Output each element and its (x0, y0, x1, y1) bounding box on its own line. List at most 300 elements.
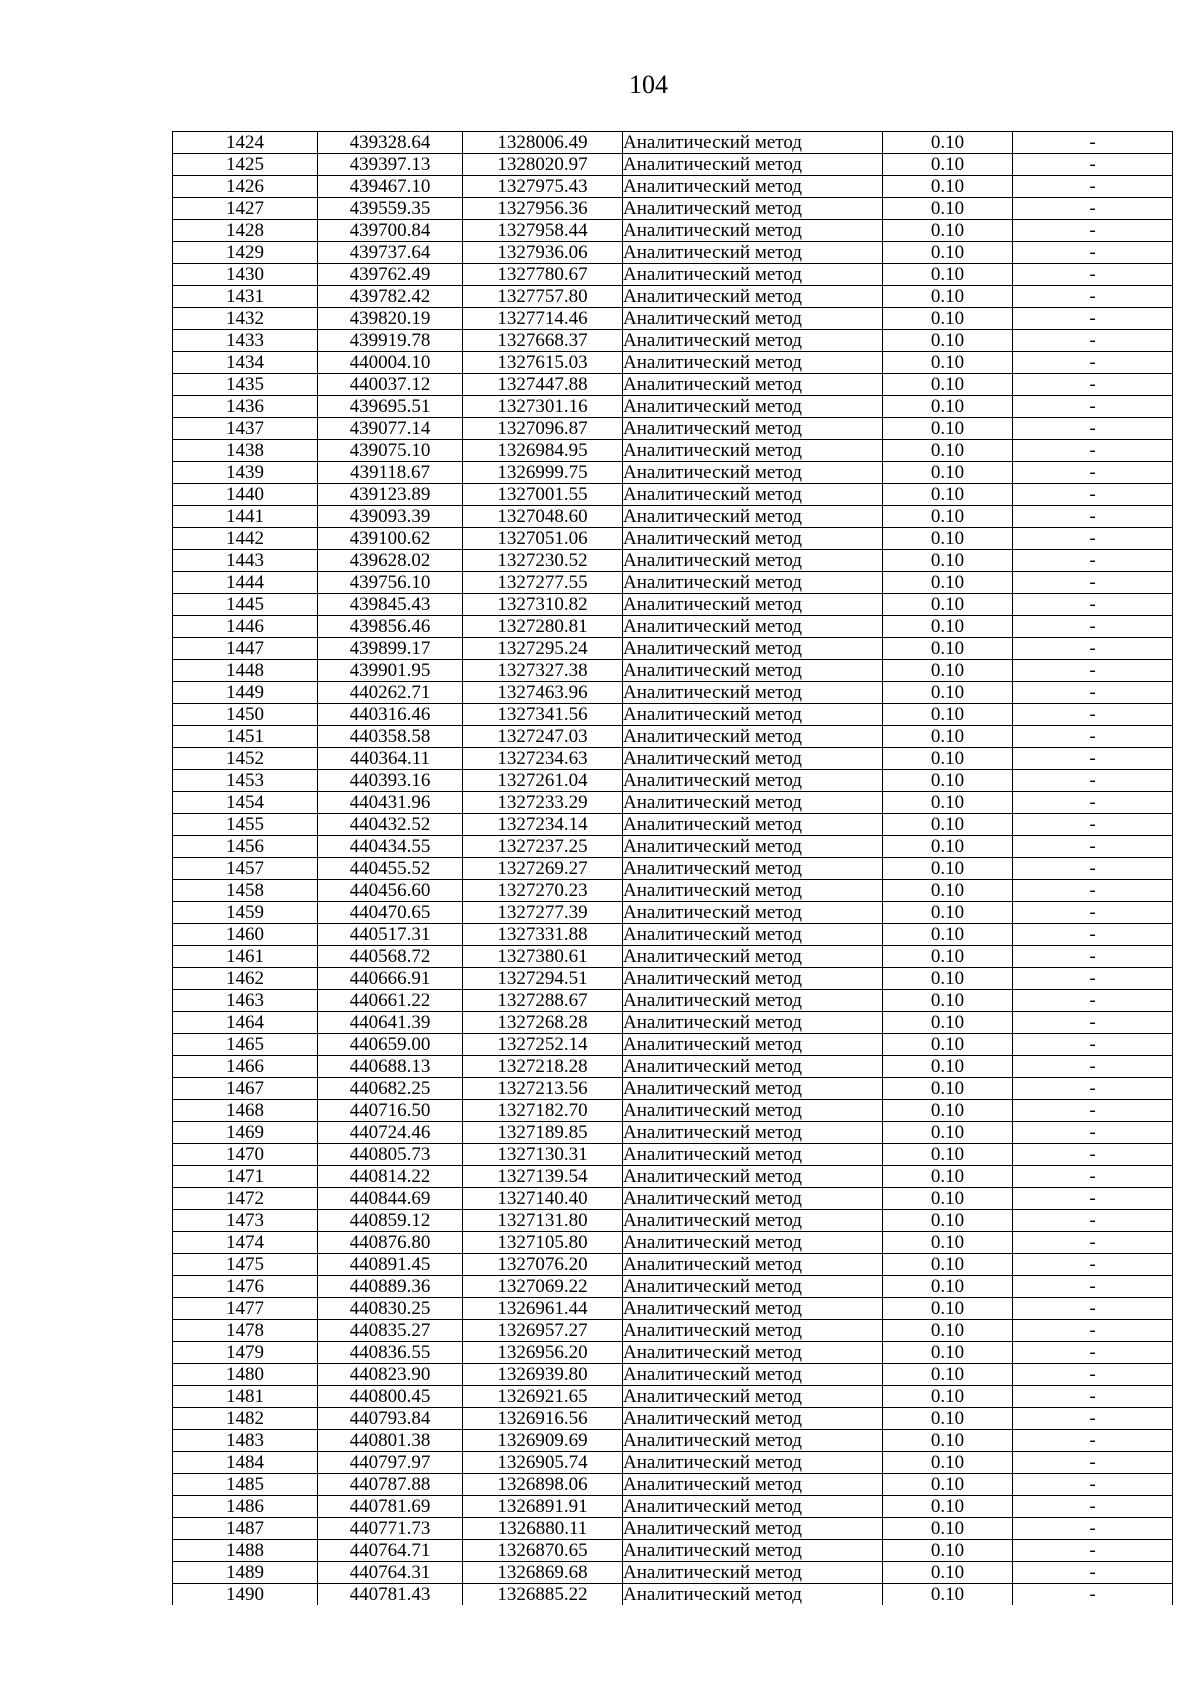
point-number-cell: 1428 (173, 220, 318, 242)
accuracy-cell: 0.10 (883, 1232, 1013, 1254)
note-cell: - (1013, 1254, 1173, 1276)
accuracy-cell: 0.10 (883, 1408, 1013, 1430)
method-cell: Аналитический метод (623, 1584, 883, 1606)
note-cell: - (1013, 1078, 1173, 1100)
method-cell: Аналитический метод (623, 1078, 883, 1100)
accuracy-cell: 0.10 (883, 418, 1013, 440)
note-cell: - (1013, 1144, 1173, 1166)
point-number-cell: 1449 (173, 682, 318, 704)
note-cell: - (1013, 528, 1173, 550)
note-cell: - (1013, 726, 1173, 748)
y-coordinate-cell: 1327051.06 (463, 528, 623, 550)
y-coordinate-cell: 1327069.22 (463, 1276, 623, 1298)
method-cell: Аналитический метод (623, 880, 883, 902)
accuracy-cell: 0.10 (883, 264, 1013, 286)
method-cell: Аналитический метод (623, 792, 883, 814)
x-coordinate-cell: 439762.49 (318, 264, 463, 286)
note-cell: - (1013, 1188, 1173, 1210)
note-cell: - (1013, 594, 1173, 616)
y-coordinate-cell: 1327269.27 (463, 858, 623, 880)
accuracy-cell: 0.10 (883, 308, 1013, 330)
accuracy-cell: 0.10 (883, 770, 1013, 792)
accuracy-cell: 0.10 (883, 572, 1013, 594)
note-cell: - (1013, 418, 1173, 440)
accuracy-cell: 0.10 (883, 836, 1013, 858)
accuracy-cell: 0.10 (883, 1012, 1013, 1034)
method-cell: Аналитический метод (623, 1386, 883, 1408)
note-cell: - (1013, 484, 1173, 506)
y-coordinate-cell: 1327294.51 (463, 968, 623, 990)
method-cell: Аналитический метод (623, 770, 883, 792)
accuracy-cell: 0.10 (883, 154, 1013, 176)
table-row (173, 264, 1173, 286)
table-row (173, 1518, 1173, 1540)
x-coordinate-cell: 440004.10 (318, 352, 463, 374)
point-number-cell: 1463 (173, 990, 318, 1012)
point-number-cell: 1437 (173, 418, 318, 440)
method-cell: Аналитический метод (623, 1562, 883, 1584)
table-row (173, 1496, 1173, 1518)
x-coordinate-cell: 439899.17 (318, 638, 463, 660)
accuracy-cell: 0.10 (883, 484, 1013, 506)
x-coordinate-cell: 440641.39 (318, 1012, 463, 1034)
note-cell: - (1013, 308, 1173, 330)
method-cell: Аналитический метод (623, 550, 883, 572)
x-coordinate-cell: 440800.45 (318, 1386, 463, 1408)
y-coordinate-cell: 1327189.85 (463, 1122, 623, 1144)
x-coordinate-cell: 440364.11 (318, 748, 463, 770)
point-number-cell: 1475 (173, 1254, 318, 1276)
x-coordinate-cell: 440823.90 (318, 1364, 463, 1386)
note-cell: - (1013, 1408, 1173, 1430)
note-cell: - (1013, 814, 1173, 836)
method-cell: Аналитический метод (623, 242, 883, 264)
table-row (173, 1584, 1173, 1606)
note-cell: - (1013, 1496, 1173, 1518)
point-number-cell: 1450 (173, 704, 318, 726)
x-coordinate-cell: 440316.46 (318, 704, 463, 726)
note-cell: - (1013, 1320, 1173, 1342)
method-cell: Аналитический метод (623, 1364, 883, 1386)
note-cell: - (1013, 924, 1173, 946)
y-coordinate-cell: 1327048.60 (463, 506, 623, 528)
note-cell: - (1013, 704, 1173, 726)
point-number-cell: 1425 (173, 154, 318, 176)
y-coordinate-cell: 1327237.25 (463, 836, 623, 858)
point-number-cell: 1435 (173, 374, 318, 396)
table-row (173, 682, 1173, 704)
note-cell: - (1013, 330, 1173, 352)
x-coordinate-cell: 439075.10 (318, 440, 463, 462)
y-coordinate-cell: 1327301.16 (463, 396, 623, 418)
table-row (173, 132, 1173, 154)
method-cell: Аналитический метод (623, 1320, 883, 1342)
y-coordinate-cell: 1327140.40 (463, 1188, 623, 1210)
point-number-cell: 1488 (173, 1540, 318, 1562)
point-number-cell: 1485 (173, 1474, 318, 1496)
note-cell: - (1013, 1430, 1173, 1452)
point-number-cell: 1481 (173, 1386, 318, 1408)
table-row (173, 1320, 1173, 1342)
method-cell: Аналитический метод (623, 176, 883, 198)
table-row (173, 1386, 1173, 1408)
table-row (173, 374, 1173, 396)
point-number-cell: 1426 (173, 176, 318, 198)
accuracy-cell: 0.10 (883, 132, 1013, 154)
x-coordinate-cell: 439695.51 (318, 396, 463, 418)
y-coordinate-cell: 1327261.04 (463, 770, 623, 792)
point-number-cell: 1440 (173, 484, 318, 506)
point-number-cell: 1480 (173, 1364, 318, 1386)
method-cell: Аналитический метод (623, 154, 883, 176)
x-coordinate-cell: 440836.55 (318, 1342, 463, 1364)
y-coordinate-cell: 1327268.28 (463, 1012, 623, 1034)
table-row (173, 880, 1173, 902)
y-coordinate-cell: 1327714.46 (463, 308, 623, 330)
point-number-cell: 1452 (173, 748, 318, 770)
table-row (173, 462, 1173, 484)
note-cell: - (1013, 902, 1173, 924)
note-cell: - (1013, 660, 1173, 682)
table-row (173, 550, 1173, 572)
accuracy-cell: 0.10 (883, 330, 1013, 352)
note-cell: - (1013, 638, 1173, 660)
method-cell: Аналитический метод (623, 572, 883, 594)
x-coordinate-cell: 439700.84 (318, 220, 463, 242)
y-coordinate-cell: 1327310.82 (463, 594, 623, 616)
accuracy-cell: 0.10 (883, 1188, 1013, 1210)
method-cell: Аналитический метод (623, 660, 883, 682)
point-number-cell: 1451 (173, 726, 318, 748)
note-cell: - (1013, 968, 1173, 990)
table-row (173, 902, 1173, 924)
point-number-cell: 1459 (173, 902, 318, 924)
table-row (173, 1166, 1173, 1188)
accuracy-cell: 0.10 (883, 1144, 1013, 1166)
point-number-cell: 1454 (173, 792, 318, 814)
note-cell: - (1013, 616, 1173, 638)
y-coordinate-cell: 1327780.67 (463, 264, 623, 286)
table-row (173, 1408, 1173, 1430)
note-cell: - (1013, 1518, 1173, 1540)
accuracy-cell: 0.10 (883, 1122, 1013, 1144)
note-cell: - (1013, 154, 1173, 176)
table-row (173, 286, 1173, 308)
x-coordinate-cell: 440781.69 (318, 1496, 463, 1518)
x-coordinate-cell: 440814.22 (318, 1166, 463, 1188)
point-number-cell: 1474 (173, 1232, 318, 1254)
accuracy-cell: 0.10 (883, 220, 1013, 242)
note-cell: - (1013, 1452, 1173, 1474)
x-coordinate-cell: 440358.58 (318, 726, 463, 748)
point-number-cell: 1448 (173, 660, 318, 682)
x-coordinate-cell: 440891.45 (318, 1254, 463, 1276)
point-number-cell: 1445 (173, 594, 318, 616)
method-cell: Аналитический метод (623, 528, 883, 550)
method-cell: Аналитический метод (623, 308, 883, 330)
method-cell: Аналитический метод (623, 132, 883, 154)
table-row (173, 1452, 1173, 1474)
table-row (173, 990, 1173, 1012)
y-coordinate-cell: 1327131.80 (463, 1210, 623, 1232)
note-cell: - (1013, 1386, 1173, 1408)
accuracy-cell: 0.10 (883, 1496, 1013, 1518)
table-row (173, 792, 1173, 814)
x-coordinate-cell: 439756.10 (318, 572, 463, 594)
method-cell: Аналитический метод (623, 330, 883, 352)
x-coordinate-cell: 440393.16 (318, 770, 463, 792)
note-cell: - (1013, 242, 1173, 264)
method-cell: Аналитический метод (623, 506, 883, 528)
accuracy-cell: 0.10 (883, 704, 1013, 726)
point-number-cell: 1468 (173, 1100, 318, 1122)
x-coordinate-cell: 439845.43 (318, 594, 463, 616)
y-coordinate-cell: 1328006.49 (463, 132, 623, 154)
table-row (173, 836, 1173, 858)
point-number-cell: 1479 (173, 1342, 318, 1364)
accuracy-cell: 0.10 (883, 374, 1013, 396)
y-coordinate-cell: 1326957.27 (463, 1320, 623, 1342)
accuracy-cell: 0.10 (883, 1474, 1013, 1496)
method-cell: Аналитический метод (623, 1056, 883, 1078)
method-cell: Аналитический метод (623, 836, 883, 858)
x-coordinate-cell: 439901.95 (318, 660, 463, 682)
y-coordinate-cell: 1327270.23 (463, 880, 623, 902)
point-number-cell: 1443 (173, 550, 318, 572)
y-coordinate-cell: 1327277.39 (463, 902, 623, 924)
accuracy-cell: 0.10 (883, 1166, 1013, 1188)
x-coordinate-cell: 440568.72 (318, 946, 463, 968)
note-cell: - (1013, 396, 1173, 418)
method-cell: Аналитический метод (623, 1518, 883, 1540)
method-cell: Аналитический метод (623, 352, 883, 374)
accuracy-cell: 0.10 (883, 660, 1013, 682)
accuracy-cell: 0.10 (883, 352, 1013, 374)
y-coordinate-cell: 1327280.81 (463, 616, 623, 638)
point-number-cell: 1460 (173, 924, 318, 946)
x-coordinate-cell: 440666.91 (318, 968, 463, 990)
note-cell: - (1013, 264, 1173, 286)
y-coordinate-cell: 1327331.88 (463, 924, 623, 946)
accuracy-cell: 0.10 (883, 990, 1013, 1012)
y-coordinate-cell: 1327096.87 (463, 418, 623, 440)
accuracy-cell: 0.10 (883, 594, 1013, 616)
x-coordinate-cell: 440716.50 (318, 1100, 463, 1122)
accuracy-cell: 0.10 (883, 968, 1013, 990)
y-coordinate-cell: 1326870.65 (463, 1540, 623, 1562)
point-number-cell: 1458 (173, 880, 318, 902)
method-cell: Аналитический метод (623, 1298, 883, 1320)
method-cell: Аналитический метод (623, 220, 883, 242)
y-coordinate-cell: 1327463.96 (463, 682, 623, 704)
accuracy-cell: 0.10 (883, 396, 1013, 418)
table-row (173, 1298, 1173, 1320)
x-coordinate-cell: 439559.35 (318, 198, 463, 220)
table-row (173, 814, 1173, 836)
point-number-cell: 1461 (173, 946, 318, 968)
accuracy-cell: 0.10 (883, 1342, 1013, 1364)
y-coordinate-cell: 1327213.56 (463, 1078, 623, 1100)
point-number-cell: 1439 (173, 462, 318, 484)
accuracy-cell: 0.10 (883, 1034, 1013, 1056)
method-cell: Аналитический метод (623, 902, 883, 924)
x-coordinate-cell: 440456.60 (318, 880, 463, 902)
method-cell: Аналитический метод (623, 1496, 883, 1518)
table-row (173, 1232, 1173, 1254)
accuracy-cell: 0.10 (883, 1254, 1013, 1276)
y-coordinate-cell: 1326898.06 (463, 1474, 623, 1496)
point-number-cell: 1447 (173, 638, 318, 660)
method-cell: Аналитический метод (623, 1430, 883, 1452)
method-cell: Аналитический метод (623, 1012, 883, 1034)
note-cell: - (1013, 1342, 1173, 1364)
accuracy-cell: 0.10 (883, 682, 1013, 704)
accuracy-cell: 0.10 (883, 1452, 1013, 1474)
accuracy-cell: 0.10 (883, 814, 1013, 836)
table-row (173, 352, 1173, 374)
y-coordinate-cell: 1326921.65 (463, 1386, 623, 1408)
point-number-cell: 1455 (173, 814, 318, 836)
y-coordinate-cell: 1326905.74 (463, 1452, 623, 1474)
note-cell: - (1013, 1056, 1173, 1078)
point-number-cell: 1466 (173, 1056, 318, 1078)
coordinates-table (172, 131, 1173, 1605)
method-cell: Аналитический метод (623, 638, 883, 660)
x-coordinate-cell: 440682.25 (318, 1078, 463, 1100)
table-row (173, 1342, 1173, 1364)
note-cell: - (1013, 506, 1173, 528)
x-coordinate-cell: 440787.88 (318, 1474, 463, 1496)
note-cell: - (1013, 880, 1173, 902)
method-cell: Аналитический метод (623, 396, 883, 418)
point-number-cell: 1434 (173, 352, 318, 374)
method-cell: Аналитический метод (623, 990, 883, 1012)
method-cell: Аналитический метод (623, 748, 883, 770)
x-coordinate-cell: 439467.10 (318, 176, 463, 198)
method-cell: Аналитический метод (623, 1122, 883, 1144)
method-cell: Аналитический метод (623, 1166, 883, 1188)
note-cell: - (1013, 1364, 1173, 1386)
accuracy-cell: 0.10 (883, 726, 1013, 748)
method-cell: Аналитический метод (623, 968, 883, 990)
point-number-cell: 1486 (173, 1496, 318, 1518)
point-number-cell: 1477 (173, 1298, 318, 1320)
y-coordinate-cell: 1327668.37 (463, 330, 623, 352)
table-row (173, 968, 1173, 990)
method-cell: Аналитический метод (623, 1408, 883, 1430)
method-cell: Аналитический метод (623, 1034, 883, 1056)
method-cell: Аналитический метод (623, 924, 883, 946)
accuracy-cell: 0.10 (883, 1386, 1013, 1408)
y-coordinate-cell: 1326956.20 (463, 1342, 623, 1364)
accuracy-cell: 0.10 (883, 1584, 1013, 1606)
method-cell: Аналитический метод (623, 1254, 883, 1276)
accuracy-cell: 0.10 (883, 1430, 1013, 1452)
y-coordinate-cell: 1326961.44 (463, 1298, 623, 1320)
note-cell: - (1013, 946, 1173, 968)
method-cell: Аналитический метод (623, 1540, 883, 1562)
table-row (173, 528, 1173, 550)
note-cell: - (1013, 1584, 1173, 1606)
accuracy-cell: 0.10 (883, 550, 1013, 572)
method-cell: Аналитический метод (623, 682, 883, 704)
method-cell: Аналитический метод (623, 374, 883, 396)
accuracy-cell: 0.10 (883, 176, 1013, 198)
point-number-cell: 1436 (173, 396, 318, 418)
table-row (173, 242, 1173, 264)
point-number-cell: 1490 (173, 1584, 318, 1606)
note-cell: - (1013, 1012, 1173, 1034)
point-number-cell: 1483 (173, 1430, 318, 1452)
note-cell: - (1013, 990, 1173, 1012)
x-coordinate-cell: 440859.12 (318, 1210, 463, 1232)
accuracy-cell: 0.10 (883, 528, 1013, 550)
x-coordinate-cell: 440688.13 (318, 1056, 463, 1078)
method-cell: Аналитический метод (623, 1474, 883, 1496)
y-coordinate-cell: 1327252.14 (463, 1034, 623, 1056)
accuracy-cell: 0.10 (883, 1364, 1013, 1386)
x-coordinate-cell: 440659.00 (318, 1034, 463, 1056)
x-coordinate-cell: 440805.73 (318, 1144, 463, 1166)
point-number-cell: 1444 (173, 572, 318, 594)
y-coordinate-cell: 1327757.80 (463, 286, 623, 308)
x-coordinate-cell: 440797.97 (318, 1452, 463, 1474)
accuracy-cell: 0.10 (883, 286, 1013, 308)
x-coordinate-cell: 439820.19 (318, 308, 463, 330)
accuracy-cell: 0.10 (883, 1518, 1013, 1540)
x-coordinate-cell: 439919.78 (318, 330, 463, 352)
table-row (173, 198, 1173, 220)
method-cell: Аналитический метод (623, 1452, 883, 1474)
method-cell: Аналитический метод (623, 1144, 883, 1166)
table-row (173, 946, 1173, 968)
accuracy-cell: 0.10 (883, 616, 1013, 638)
x-coordinate-cell: 439397.13 (318, 154, 463, 176)
note-cell: - (1013, 220, 1173, 242)
point-number-cell: 1473 (173, 1210, 318, 1232)
table-row (173, 1100, 1173, 1122)
method-cell: Аналитический метод (623, 946, 883, 968)
point-number-cell: 1470 (173, 1144, 318, 1166)
point-number-cell: 1431 (173, 286, 318, 308)
note-cell: - (1013, 176, 1173, 198)
x-coordinate-cell: 440455.52 (318, 858, 463, 880)
table-row (173, 704, 1173, 726)
y-coordinate-cell: 1328020.97 (463, 154, 623, 176)
table-row (173, 770, 1173, 792)
table-row (173, 1012, 1173, 1034)
y-coordinate-cell: 1326999.75 (463, 462, 623, 484)
y-coordinate-cell: 1326885.22 (463, 1584, 623, 1606)
y-coordinate-cell: 1327936.06 (463, 242, 623, 264)
table-row (173, 418, 1173, 440)
x-coordinate-cell: 440431.96 (318, 792, 463, 814)
x-coordinate-cell: 440517.31 (318, 924, 463, 946)
point-number-cell: 1462 (173, 968, 318, 990)
x-coordinate-cell: 439737.64 (318, 242, 463, 264)
table-row (173, 924, 1173, 946)
y-coordinate-cell: 1327001.55 (463, 484, 623, 506)
method-cell: Аналитический метод (623, 286, 883, 308)
point-number-cell: 1471 (173, 1166, 318, 1188)
x-coordinate-cell: 440764.71 (318, 1540, 463, 1562)
table-row (173, 396, 1173, 418)
y-coordinate-cell: 1327956.36 (463, 198, 623, 220)
x-coordinate-cell: 440835.27 (318, 1320, 463, 1342)
y-coordinate-cell: 1326880.11 (463, 1518, 623, 1540)
x-coordinate-cell: 440889.36 (318, 1276, 463, 1298)
note-cell: - (1013, 1166, 1173, 1188)
